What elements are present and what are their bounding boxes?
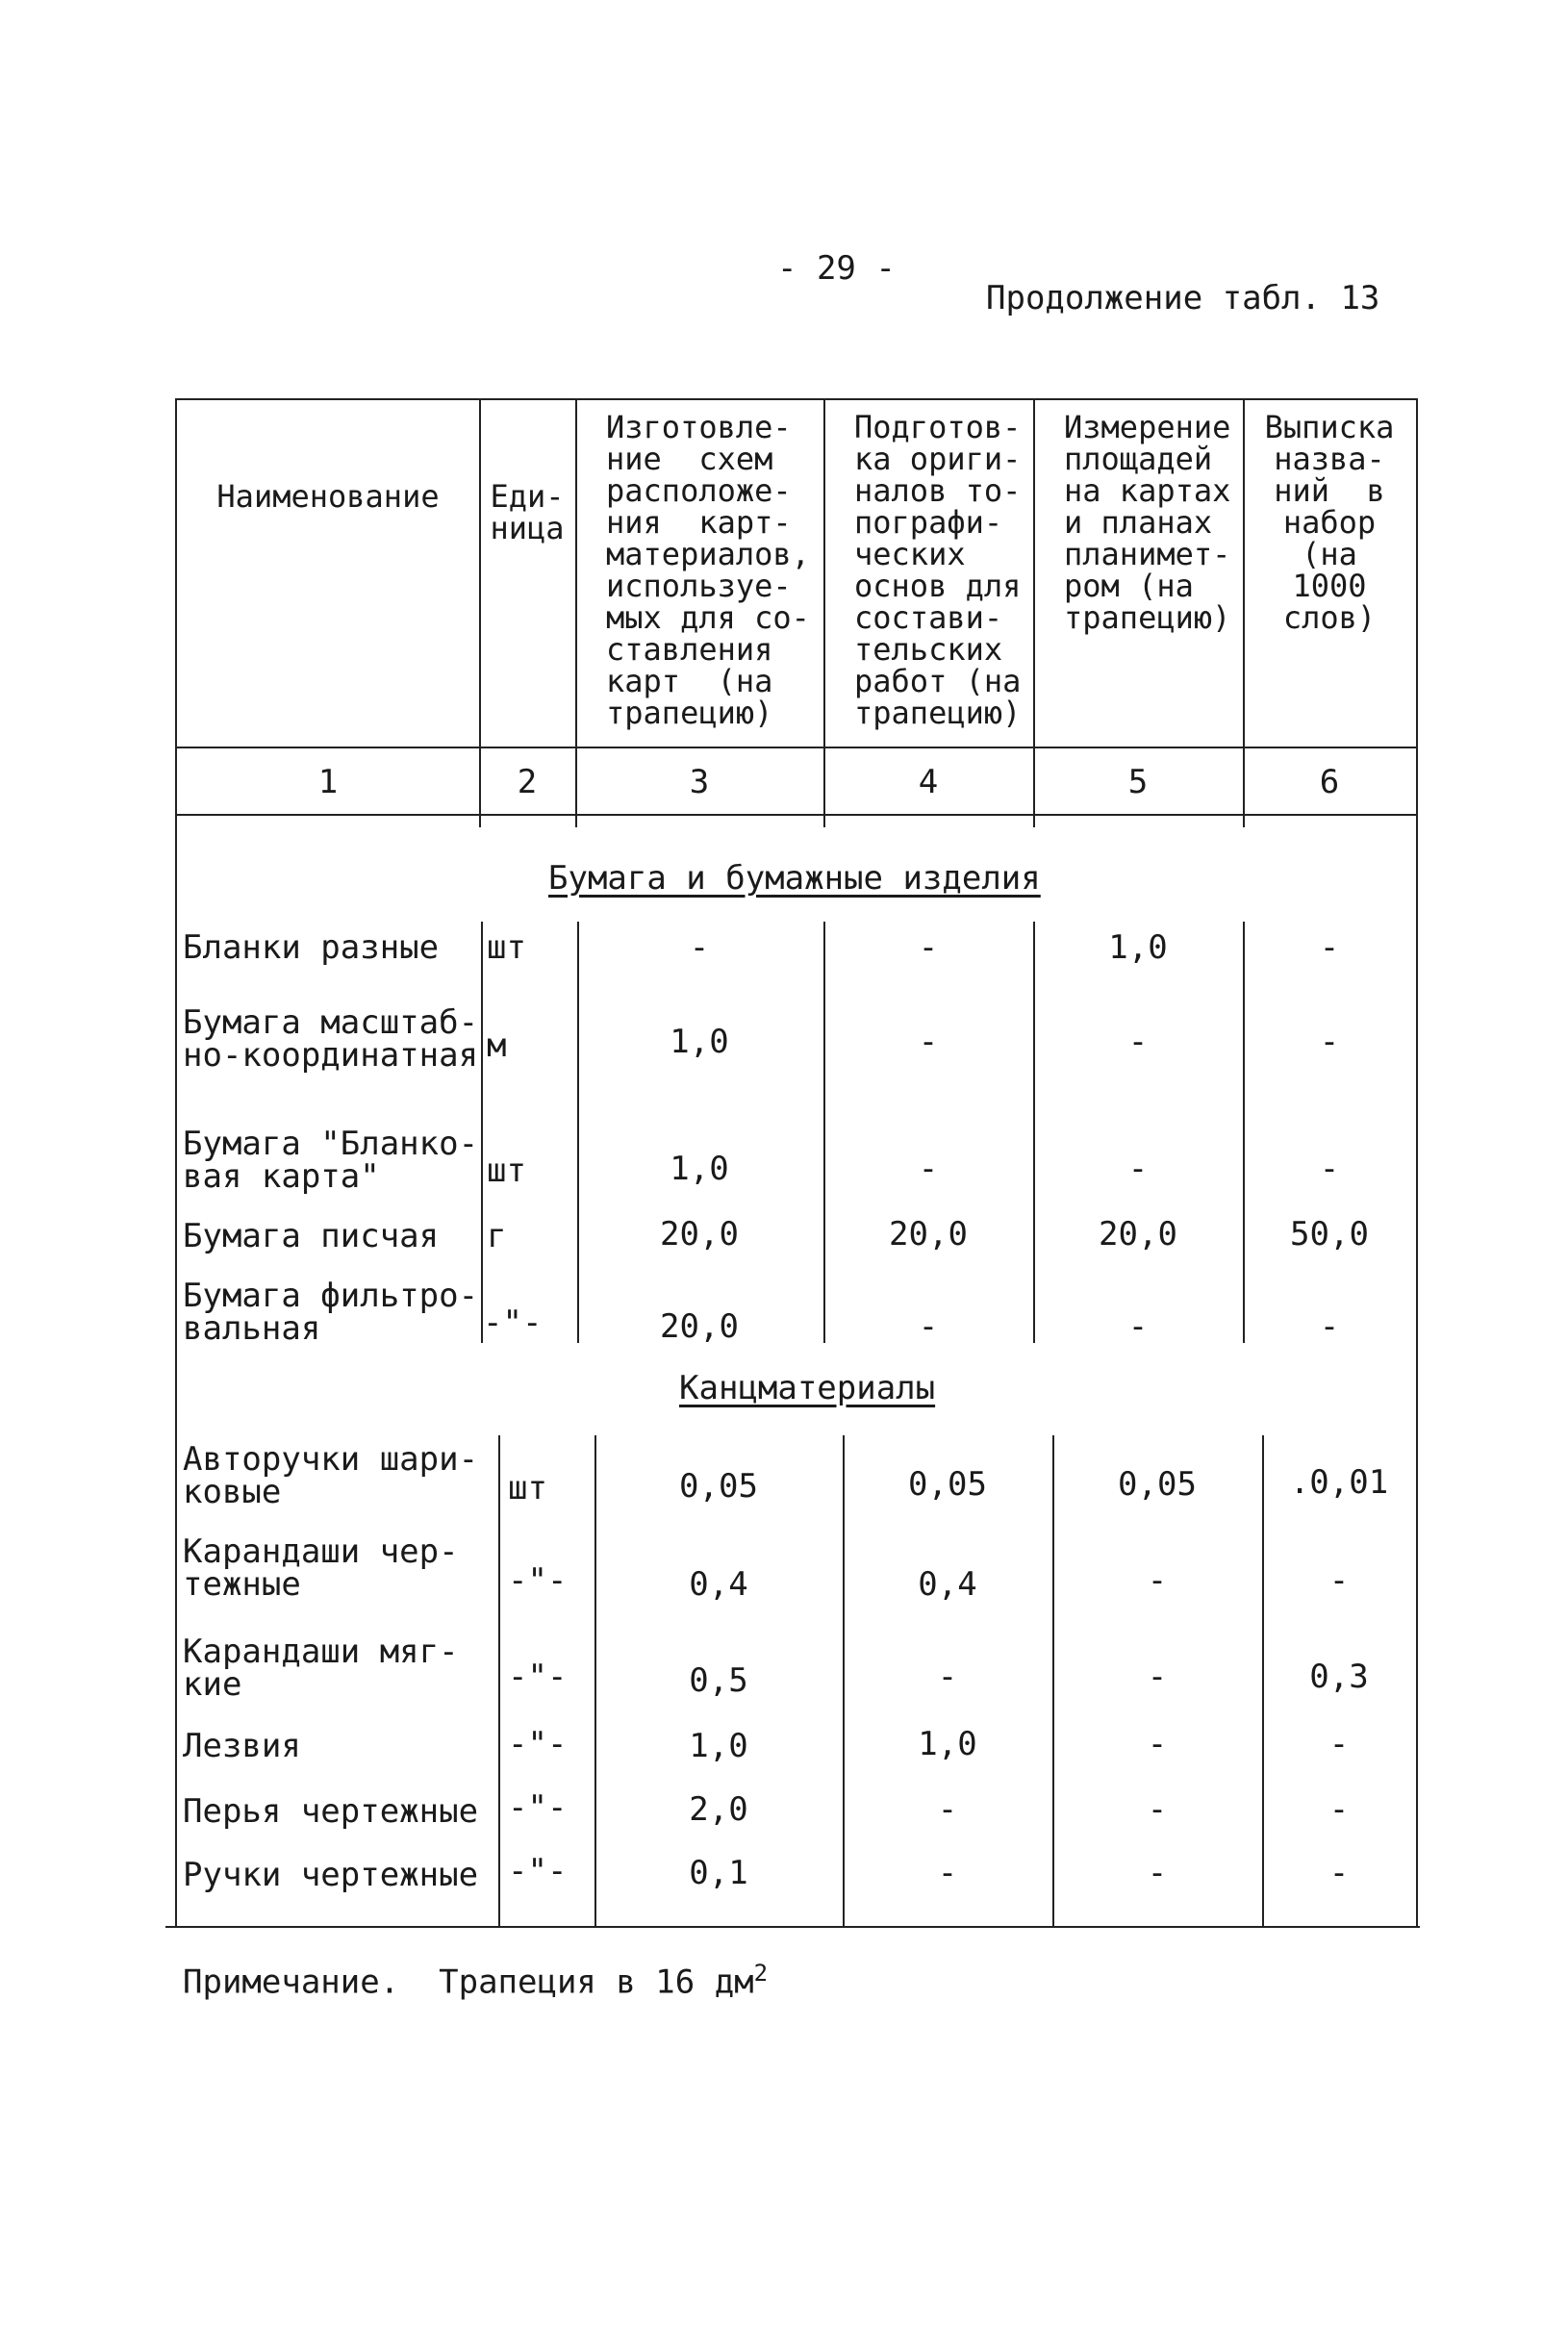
row-col6: - <box>1328 1725 1350 1763</box>
row-col3: 1,0 <box>689 1727 748 1765</box>
row-col3: 1,0 <box>670 1023 729 1061</box>
row-col4: 1,0 <box>918 1725 977 1763</box>
row-name: Авторучки шари- ковые <box>183 1440 479 1511</box>
section-title-paper: Бумага и бумажные изделия <box>548 859 1041 898</box>
header-col6: Выписка назва- ний в набор (на 1000 слов) <box>1264 409 1395 636</box>
row-col6: 0,3 <box>1309 1658 1369 1696</box>
row-col4: - <box>937 1854 958 1892</box>
row-col4: 0,05 <box>908 1465 987 1504</box>
row-col3: 0,4 <box>689 1565 748 1604</box>
row-col5: - <box>1147 1725 1168 1763</box>
header-col5: Измерение площадей на картах и планах планимет- ром (на трапецию) <box>1064 409 1231 636</box>
row-unit: г <box>487 1217 507 1255</box>
row-col6: - <box>1319 928 1340 967</box>
row-col3: 0,5 <box>689 1661 748 1700</box>
row-unit: м <box>487 1026 507 1065</box>
row-unit: -"- <box>483 1304 543 1342</box>
row-col6: - <box>1328 1854 1350 1892</box>
row-name: Бумага писчая <box>183 1217 440 1255</box>
row-name: Бумага масштаб- но-координатная <box>183 1003 479 1075</box>
header-unit: Еди- ница <box>490 478 565 546</box>
row-col6: - <box>1328 1790 1350 1829</box>
header-name: Наименование <box>216 478 440 515</box>
row-col3: 0,05 <box>679 1467 758 1506</box>
row-col5: 20,0 <box>1099 1215 1177 1254</box>
row-col5: 0,05 <box>1118 1465 1197 1504</box>
header-col4: Подготов- ка ориги- налов то- пографи- ческих основ для состави- тельских работ (на трапецию) <box>854 409 1022 731</box>
column-number-2: 2 <box>517 763 538 801</box>
row-unit: -"- <box>508 1788 568 1827</box>
note <box>183 1957 769 2002</box>
row-col5: - <box>1147 1561 1168 1600</box>
note-superscript: 2 <box>753 1960 769 1987</box>
row-col5: - <box>1147 1854 1168 1892</box>
row-name: Ручки чертежные <box>183 1856 479 1894</box>
row-name: Бумага фильтро- вальная <box>183 1277 479 1348</box>
row-col4: - <box>918 1023 939 1061</box>
row-col3: - <box>689 928 710 967</box>
row-unit: -"- <box>508 1852 568 1890</box>
row-unit: -"- <box>508 1658 568 1696</box>
row-name: Перья чертежные <box>183 1792 479 1831</box>
row-col5: - <box>1147 1790 1168 1829</box>
row-col4: - <box>937 1790 958 1829</box>
row-unit: шт <box>508 1469 547 1507</box>
column-number-5: 5 <box>1127 763 1149 801</box>
column-number-1: 1 <box>317 763 339 801</box>
column-number-3: 3 <box>689 763 710 801</box>
row-col5: - <box>1127 1307 1149 1346</box>
row-name: Лезвия <box>183 1727 301 1765</box>
page-number: - 29 - <box>777 249 896 288</box>
row-col4: - <box>937 1658 958 1696</box>
row-name: Бланки разные <box>183 928 440 967</box>
row-col6: .0,01 <box>1289 1463 1389 1502</box>
row-col6: 50,0 <box>1290 1215 1369 1254</box>
row-name: Карандаши чер- тежные <box>183 1532 459 1604</box>
note-text: Трапеция в 16 дм <box>439 1963 754 2002</box>
row-col4: 0,4 <box>918 1565 977 1604</box>
row-col3: 20,0 <box>660 1215 739 1254</box>
row-col6: - <box>1319 1307 1340 1346</box>
row-col3: 20,0 <box>660 1307 739 1346</box>
row-unit: -"- <box>508 1561 568 1600</box>
header-col3: Изготовле- ние схем расположе- ния карт- материалов, используе- мых для со- ставления карт (на трапецию) <box>606 409 810 731</box>
row-col4: 20,0 <box>889 1215 968 1254</box>
row-col4: - <box>918 1150 939 1188</box>
row-col5: - <box>1127 1023 1149 1061</box>
row-unit: шт <box>487 1152 526 1190</box>
column-number-4: 4 <box>918 763 939 801</box>
table-continuation-label: Продолжение табл. 13 <box>986 279 1380 317</box>
row-col3: 1,0 <box>670 1150 729 1188</box>
row-unit: -"- <box>508 1725 568 1763</box>
row-unit: шт <box>487 928 526 967</box>
note-label: Примечание. <box>183 1963 400 2002</box>
row-col3: 2,0 <box>689 1790 748 1829</box>
row-col5: 1,0 <box>1108 928 1168 967</box>
row-col3: 0,1 <box>689 1854 748 1892</box>
row-col5: - <box>1147 1658 1168 1696</box>
section-title-office-supplies: Канцматериалы <box>679 1369 936 1407</box>
row-col4: - <box>918 1307 939 1346</box>
row-col5: - <box>1127 1150 1149 1188</box>
row-col6: - <box>1328 1561 1350 1600</box>
row-col6: - <box>1319 1023 1340 1061</box>
column-number-6: 6 <box>1319 763 1340 801</box>
row-name: Бумага "Бланко- вая карта" <box>183 1125 479 1196</box>
row-col4: - <box>918 928 939 967</box>
row-name: Карандаши мяг- кие <box>183 1633 459 1704</box>
row-col6: - <box>1319 1150 1340 1188</box>
